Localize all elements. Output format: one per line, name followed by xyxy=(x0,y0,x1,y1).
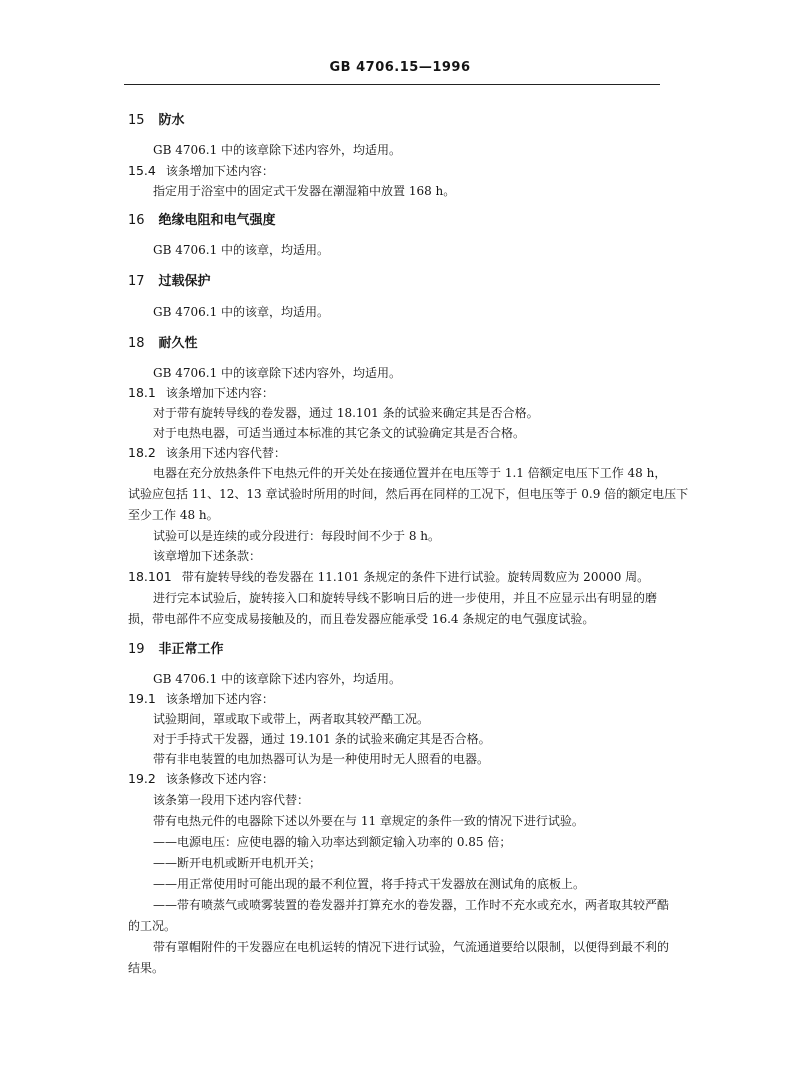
paragraph: GB 4706.1 中的该章除下述内容外，均适用。 xyxy=(153,366,402,380)
section-title: 过载保护 xyxy=(158,274,211,289)
section-number: 17 xyxy=(128,274,145,289)
clause-18-101 xyxy=(128,569,649,585)
paragraph-line: 带有罩帽附件的干发器应在电机运转的情况下进行试验，气流通道要给以限制，以便得到最不利的 xyxy=(153,940,670,954)
clause-number: 18.2 xyxy=(128,445,156,460)
clause-number: 18.101 xyxy=(128,569,172,584)
dash-item: ——用正常使用时可能出现的最不利位置，将手持式干发器放在测试角的底板上。 xyxy=(153,877,586,891)
clause-number: 18.1 xyxy=(128,385,156,400)
clause-text: 该条增加下述内容： xyxy=(165,692,274,706)
paragraph: 指定用于浴室中的固定式干发器在潮湿箱中放置 168 h。 xyxy=(153,184,456,198)
dash-item: ——电源电压：应使电器的输入功率达到额定输入功率的 0.85 倍； xyxy=(153,835,512,849)
dash-item: ——带有喷蒸气或喷雾装置的卷发器并打算充水的卷发器，工作时不充水或充水，两者取其较严酷 xyxy=(153,898,670,912)
section-number: 19 xyxy=(128,642,145,657)
paragraph-line: 结果。 xyxy=(128,961,165,975)
section-title: 耐久性 xyxy=(158,336,198,351)
paragraph: 对于电热电器，可适当通过本标准的其它条文的试验确定其是否合格。 xyxy=(153,426,526,440)
clause-18-2 xyxy=(128,445,286,461)
paragraph-line: 试验应包括 11、12、13 章试验时所用的时间，然后再在同样的工况下，但电压等于 0.9 倍的额定电压下 xyxy=(128,487,689,501)
section-15-heading xyxy=(128,112,185,129)
paragraph: 该条第一段用下述内容代替： xyxy=(153,793,310,807)
section-19-heading xyxy=(128,641,224,658)
paragraph: 试验期间，罩或取下或带上，两者取其较严酷工况。 xyxy=(153,712,430,726)
paragraph: GB 4706.1 中的该章除下述内容外，均适用。 xyxy=(153,143,402,157)
clause-19-2 xyxy=(128,771,274,787)
section-18-heading xyxy=(128,335,198,352)
section-title: 非正常工作 xyxy=(158,642,224,657)
header-rule xyxy=(124,84,660,85)
paragraph: GB 4706.1 中的该章除下述内容外，均适用。 xyxy=(153,672,402,686)
clause-19-1 xyxy=(128,691,274,707)
clause-15-4 xyxy=(128,163,274,179)
paragraph-line: 电器在充分放热条件下电热元件的开关处在接通位置并在电压等于 1.1 倍额定电压下工作 48 h， xyxy=(153,466,667,480)
section-17-heading xyxy=(128,273,211,290)
clause-number: 19.2 xyxy=(128,771,156,786)
paragraph: 带有电热元件的电器除下述以外要在与 11 章规定的条件一致的情况下进行试验。 xyxy=(153,814,584,828)
paragraph: 试验可以是连续的或分段进行：每段时间不少于 8 h。 xyxy=(153,529,440,543)
section-title: 绝缘电阻和电气强度 xyxy=(158,213,276,228)
paragraph-line: 损，带电部件不应变成易接触及的，而且卷发器应能承受 16.4 条规定的电气强度试验。 xyxy=(128,612,595,626)
paragraph: 对于带有旋转导线的卷发器，通过 18.101 条的试验来确定其是否合格。 xyxy=(153,406,539,420)
paragraph: GB 4706.1 中的该章，均适用。 xyxy=(153,243,330,257)
section-number: 18 xyxy=(128,336,145,351)
dash-item: ——断开电机或断开电机开关； xyxy=(153,856,322,870)
clause-18-1 xyxy=(128,385,274,401)
paragraph-line: 至少工作 48 h。 xyxy=(128,508,219,522)
clause-text: 该条修改下述内容： xyxy=(165,772,274,786)
section-number: 15 xyxy=(128,113,145,128)
paragraph: 该章增加下述条款： xyxy=(153,549,262,563)
clause-number: 19.1 xyxy=(128,691,156,706)
dash-item-continuation: 的工况。 xyxy=(128,919,177,933)
section-title: 防水 xyxy=(158,113,185,128)
clause-text: 该条增加下述内容： xyxy=(165,386,274,400)
section-number: 16 xyxy=(128,213,145,228)
paragraph: 带有非电装置的电加热器可认为是一种使用时无人照看的电器。 xyxy=(153,752,490,766)
clause-text: 该条增加下述内容： xyxy=(165,164,274,178)
clause-text: 带有旋转导线的卷发器在 11.101 条规定的条件下进行试验。旋转周数应为 20000 周。 xyxy=(181,570,650,584)
clause-text: 该条用下述内容代替： xyxy=(165,446,286,460)
paragraph-line: 进行完本试验后，旋转接入口和旋转导线不影响日后的进一步使用，并且不应显示出有明显的磨 xyxy=(153,591,658,605)
section-16-heading xyxy=(128,212,276,229)
page-header: GB 4706.15—1996 xyxy=(329,60,471,75)
paragraph: 对于手持式干发器，通过 19.101 条的试验来确定其是否合格。 xyxy=(153,732,491,746)
clause-number: 15.4 xyxy=(128,163,156,178)
paragraph: GB 4706.1 中的该章，均适用。 xyxy=(153,305,330,319)
